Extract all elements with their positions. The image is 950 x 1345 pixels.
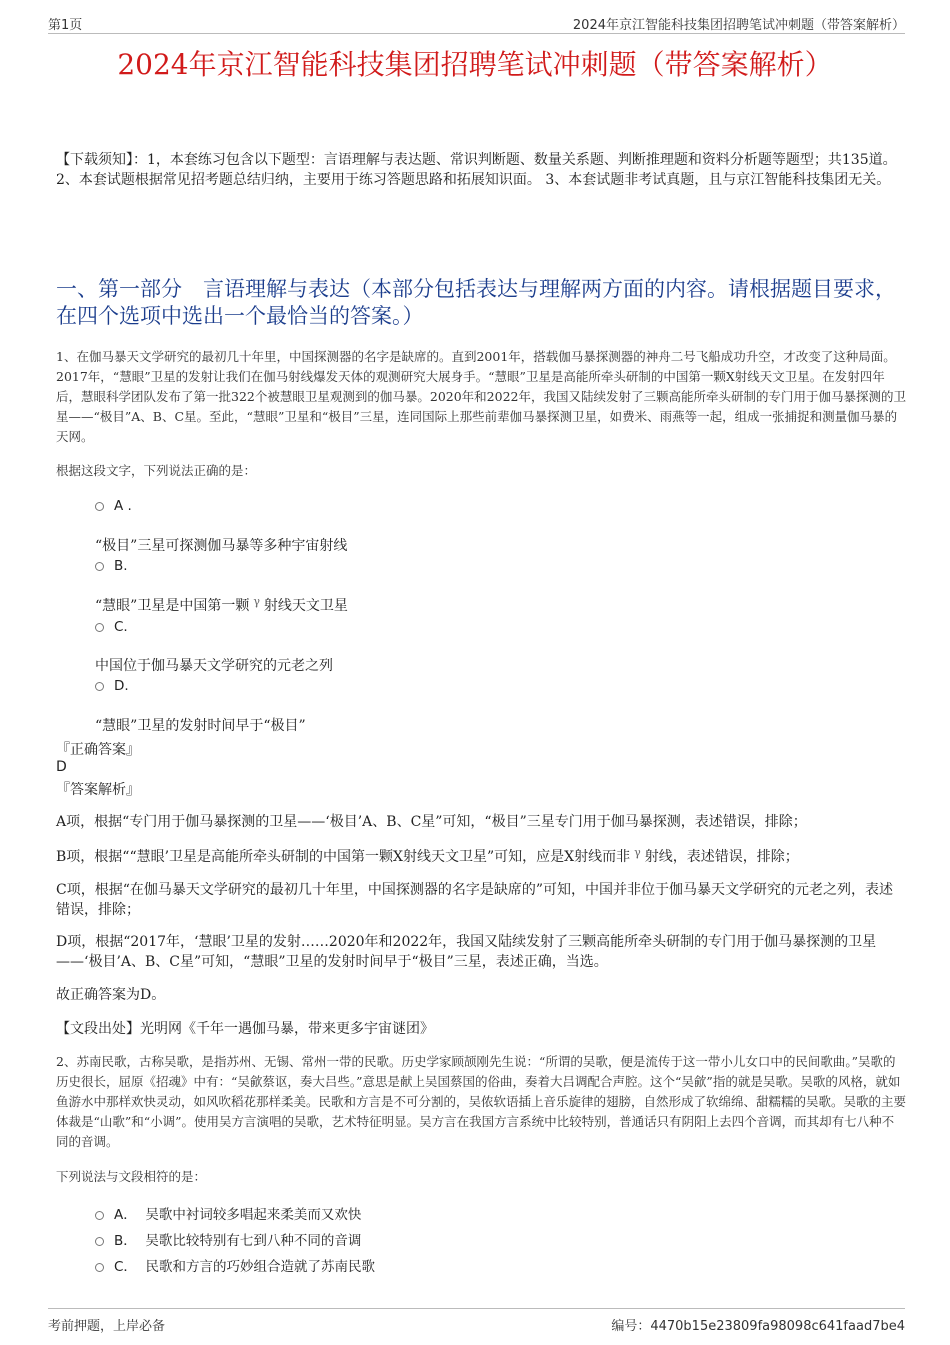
- radio-icon[interactable]: [95, 502, 104, 511]
- analysis-label: 『答案解析』: [56, 782, 140, 798]
- q1-option-b-text: “慧眼”卫星是中国第一颗 $^\gamma$ 射线天文卫星: [95, 595, 348, 614]
- q1-option-c-text: 中国位于伽马暴天文学研究的元老之列: [95, 658, 333, 674]
- q2-prompt: 下列说法与文段相符的是：: [56, 1169, 207, 1184]
- document-title: 2024年京江智能科技集团招聘笔试冲刺题（带答案解析）: [117, 48, 833, 81]
- analysis-a: A项，根据“专门用于伽马暴探测的卫星——‘极目’A、B、C星”可知，“极目”三星专门用于伽马暴探测，表述错误，排除；: [56, 814, 807, 830]
- section-heading: 一、第一部分 言语理解与表达（本部分包括表达与理解两方面的内容。请根据题目要求，在四个选项中选出一个最恰当的答案。）: [56, 277, 896, 328]
- radio-icon[interactable]: [95, 1237, 104, 1246]
- answer-label: 『正确答案』: [56, 742, 140, 758]
- radio-icon[interactable]: [95, 1263, 104, 1272]
- footer-slogan: 考前押题，上岸必备: [48, 1319, 166, 1334]
- radio-icon[interactable]: [95, 623, 104, 632]
- gamma-symbol: γ: [634, 846, 641, 859]
- radio-icon[interactable]: [95, 682, 104, 691]
- download-notice: 【下载须知】：1，本套练习包含以下题型：言语理解与表达题、常识判断题、数量关系题、判断推理题和资料分析题等题型；共135道。 2、本套试题根据常见招考题总结归纳，主要用于练习答题思路和拓展知识面。 3、本套试题非考试真题，且与京江智能科技集团无关。: [56, 152, 897, 188]
- q2-option-b[interactable]: B． 吴歌比较特别有七到八种不同的音调: [95, 1229, 361, 1249]
- q2-passage: 2、苏南民歌，古称吴歌，是指苏州、无锡、常州一带的民歌。历史学家顾颉刚先生说：“所谓的吴歌，便是流传于这一带小儿女口中的民间歌曲。”吴歌的历史很长，屈原《招魂》中有：“吴歈蔡讴，奏大吕些。”意思是献上吴国蔡国的俗曲，奏着大吕调配合声腔。这个“吴歈”指的就是吴歌。吴歌的风格，就如鱼游水中那样欢快灵动，如风吹稻花那样柔美。民歌和方言是不可分割的，吴侬软语插上音乐旋律的翅膀，自然形成了软绵绵、甜糯糯的吴歌。吴歌的主要体裁是“山歌”和“小调”。使用吴方言演唱的吴歌，艺术特征明显。吴方言在我国方言系统中比较特别，普通话只有阴阳上去四个音调，而其却有七八种不同的音调。: [56, 1054, 907, 1149]
- q2-option-a[interactable]: A． 吴歌中衬词较多唱起来柔美而又欢快: [95, 1203, 361, 1223]
- q1-option-a-text: “极目”三星可探测伽马暴等多种宇宙射线: [95, 538, 348, 554]
- analysis-c: C项，根据“在伽马暴天文学研究的最初几十年里，中国探测器的名字是缺席的”可知，中国并非位于伽马暴天文学研究的元老之列，表述错误，排除；: [56, 882, 894, 918]
- header-divider: [48, 33, 905, 34]
- q1-prompt: 根据这段文字，下列说法正确的是：: [56, 463, 257, 478]
- q1-passage: 1、在伽马暴天文学研究的最初几十年里，中国探测器的名字是缺席的。直到2001年，搭载伽马暴探测器的神舟二号飞船成功升空，才改变了这种局面。2017年，“慧眼”卫星的发射让我们在伽马射线爆发天体的观测研究大展身手。“慧眼”卫星是高能所牵头研制的中国第一颗X射线天文卫星。在发射四年后，慧眼科学团队发布了第一批322个被慧眼卫星观测到的伽马暴。2020年和2022年，我国又陆续发射了三颗高能所牵头研制的专门用于伽马暴探测的卫星——“极目”A、B、C星。至此，“慧眼”卫星和“极目”三星，连同国际上那些前辈伽马暴探测卫星，如费米、雨燕等一起，组成一张捕捉和测量伽马暴的天网。: [56, 349, 906, 444]
- page-number: 第1页: [48, 18, 83, 33]
- q2-option-c[interactable]: C． 民歌和方言的巧妙组合造就了苏南民歌: [95, 1255, 375, 1275]
- q1-option-d[interactable]: D.: [95, 678, 129, 694]
- q1-option-d-text: “慧眼”卫星的发射时间早于“极目”: [95, 718, 306, 734]
- radio-icon[interactable]: [95, 1211, 104, 1220]
- q1-option-b[interactable]: B.: [95, 558, 128, 574]
- footer-divider: [48, 1308, 905, 1309]
- analysis-d: D项，根据“2017年，‘慧眼’卫星的发射……2020年和2022年，我国又陆续发射了三颗高能所牵头研制的专门用于伽马暴探测的卫星——‘极目’A、B、C星”可知，“慧眼”卫星的发射时间早于“极目”三星，表述正确，当选。: [56, 934, 877, 970]
- q1-option-c[interactable]: C.: [95, 619, 128, 635]
- answer-value: D: [56, 759, 67, 775]
- radio-icon[interactable]: [95, 562, 104, 571]
- analysis-b: B项，根据““慧眼’卫星是高能所牵头研制的中国第一颗X射线天文卫星”可知，应是X射线而非 $^\gamma$ 射线，表述错误，排除；: [56, 846, 799, 865]
- q1-option-a[interactable]: A .: [95, 498, 132, 514]
- source: 【文段出处】光明网《千年一遇伽马暴，带来更多宇宙谜团》: [56, 1021, 434, 1037]
- gamma-symbol: γ: [253, 595, 260, 608]
- running-title: 2024年京江智能科技集团招聘笔试冲刺题（带答案解析）: [572, 18, 905, 33]
- footer-code: 编号：4470b15e23809fa98098c641faad7be4: [611, 1319, 905, 1334]
- conclusion: 故正确答案为D。: [56, 987, 166, 1003]
